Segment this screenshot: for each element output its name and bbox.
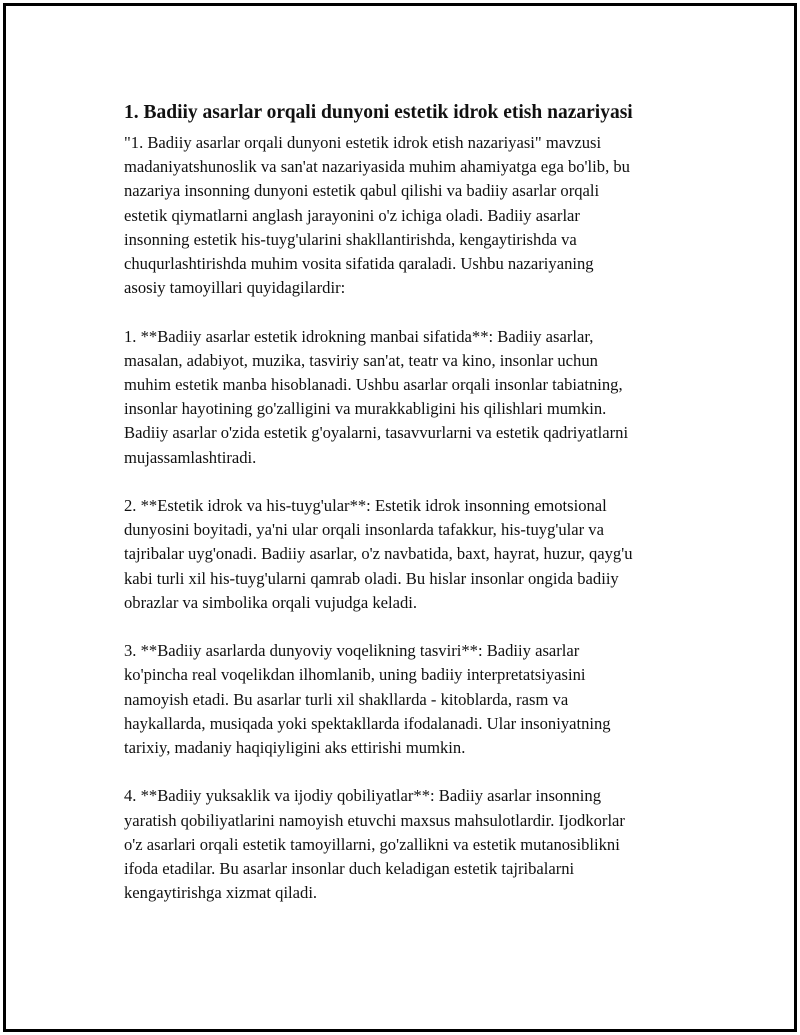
text-line: yaratish qobiliyatlarini namoyish etuvchi maxsus mahsulotlardir. Ijodkorlar <box>124 810 625 830</box>
text-line: namoyish etadi. Bu asarlar turli xil shakllarda - kitoblarda, rasm va <box>124 689 569 709</box>
text-line: obrazlar va simbolika orqali vujudga keladi. <box>124 592 418 612</box>
text-line: mujassamlashtiradi. <box>124 447 257 467</box>
text-line: ko'pincha real voqelikdan ilhomlanib, uning badiiy interpretatsiyasini <box>124 665 586 685</box>
text-line: dunyosini boyitadi, ya'ni ular orqali insonlarda tafakkur, his-tuyg'ular va <box>124 520 604 540</box>
text-line: tarixiy, madaniy haqiqiyligini aks ettirishi mumkin. <box>124 738 466 758</box>
text-line: nazariya insonning dunyoni estetik qabul qilishi va badiiy asarlar orqali <box>124 181 600 201</box>
numbered-paragraph-1 <box>124 325 696 470</box>
text-line: 4. **Badiiy yuksaklik va ijodiy qobiliyatlar**: Badiiy asarlar insonning <box>124 786 602 806</box>
text-line: kengaytirishga xizmat qiladi. <box>124 883 318 903</box>
text-line: 1. **Badiiy asarlar estetik idrokning manbai sifatida**: Badiiy asarlar, <box>124 326 594 346</box>
text-line: ifoda etadilar. Bu asarlar insonlar duch keladigan estetik tajribalarni <box>124 859 575 879</box>
text-line: 3. **Badiiy asarlarda dunyoviy voqelikning tasviri**: Badiiy asarlar <box>124 641 580 661</box>
text-line: kabi turli xil his-tuyg'ularni qamrab oladi. Bu hislar insonlar ongida badiiy <box>124 568 619 588</box>
numbered-paragraph-4 <box>124 784 696 905</box>
text-line: tajribalar uyg'onadi. Badiiy asarlar, o'z navbatida, baxt, hayrat, huzur, qayg'u <box>124 544 633 564</box>
paragraph-list <box>124 131 696 905</box>
text-line: estetik qiymatlarni anglash jarayonini o'z ichiga oladi. Badiiy asarlar <box>124 205 580 225</box>
text-line: insonning estetik his-tuyg'ularini shakllantirishda, kengaytirishda va <box>124 229 577 249</box>
text-line: "1. Badiiy asarlar orqali dunyoni estetik idrok etish nazariyasi" mavzusi <box>124 133 602 152</box>
text-line: Badiiy asarlar o'zida estetik g'oyalarni, tasavvurlarni va estetik qadriyatlarni <box>124 423 629 443</box>
text-line: haykallarda, musiqada yoki spektakllarda ifodalanadi. Ular insoniyatning <box>124 713 611 733</box>
document-body <box>124 100 696 930</box>
text-line: muhim estetik manba hisoblanadi. Ushbu asarlar orqali insonlar tabiatning, <box>124 375 623 395</box>
numbered-paragraph-3 <box>124 639 696 760</box>
page-frame <box>3 3 797 1032</box>
intro-paragraph <box>124 131 696 300</box>
text-line: madaniyatshunoslik va san'at nazariyasida muhim ahamiyatga ega bo'lib, bu <box>124 157 630 177</box>
text-line: masalan, adabiyot, muzika, tasviriy san'at, teatr va kino, insonlar uchun <box>124 350 598 370</box>
numbered-paragraph-2 <box>124 494 696 615</box>
text-line: insonlar hayotining go'zalligini va murakkabligini his qilishlari mumkin. <box>124 399 607 419</box>
text-line: o'z asarlari orqali estetik tamoyillarni, go'zallikni va estetik mutanosiblikni <box>124 834 620 854</box>
text-line: 2. **Estetik idrok va his-tuyg'ular**: Estetik idrok insonning emotsional <box>124 496 607 516</box>
text-line: asosiy tamoyillari quyidagilardir: <box>124 278 346 298</box>
document-title: 1. Badiiy asarlar orqali dunyoni estetik idrok etish nazariyasi <box>124 102 633 123</box>
text-line: chuqurlashtirishda muhim vosita sifatida qaraladi. Ushbu nazariyaning <box>124 254 594 274</box>
